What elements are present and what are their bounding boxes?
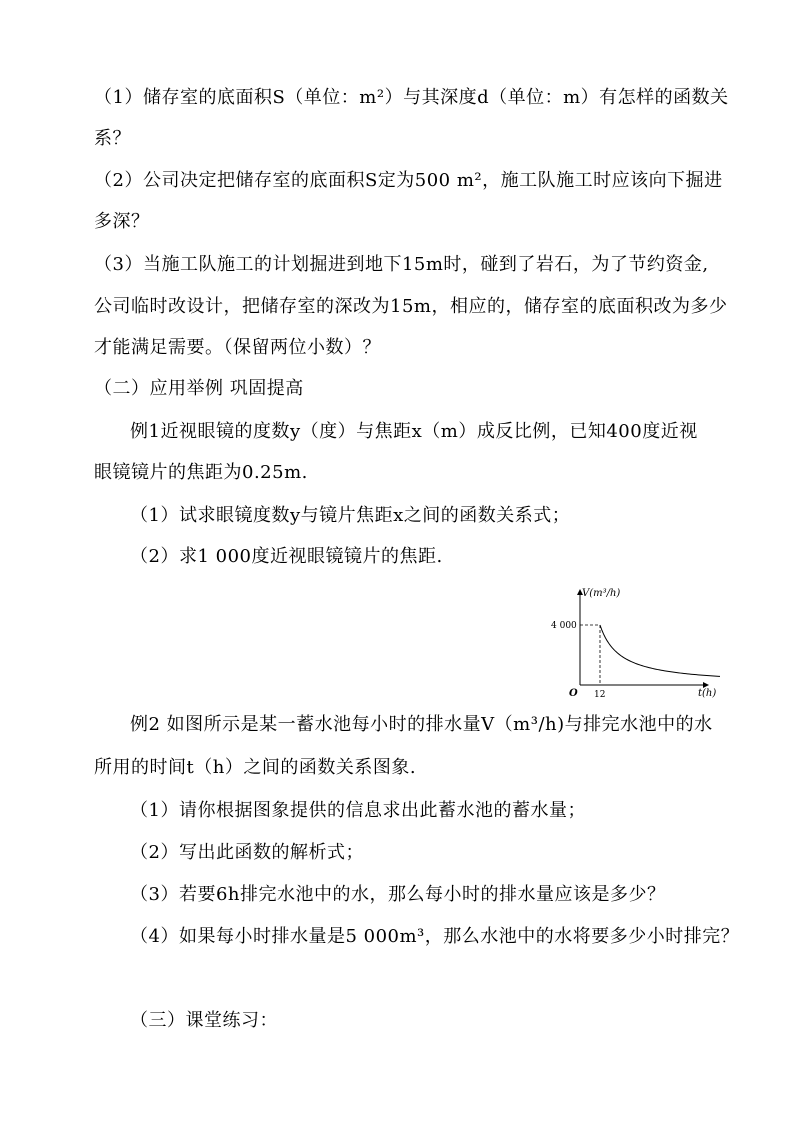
- question-3-line-1: （3）当施工队施工的计划掘进到地下15m时，碰到了岩石，为了节约资金,: [94, 254, 709, 275]
- example-2-line-2: 所用的时间t（h）之间的函数关系图象.: [94, 757, 417, 778]
- section-2-heading: （二）应用举例 巩固提高: [94, 378, 304, 399]
- example-1-question-2: （2）求1 000度近视眼镜镜片的焦距.: [130, 546, 443, 567]
- question-3-line-3: 才能满足需要。（保留两位小数）？: [94, 337, 381, 358]
- function-curve: [600, 625, 720, 678]
- function-graph-svg: [540, 580, 720, 700]
- example-2-question-4: （4）如果每小时排水量是5 000m³，那么水池中的水将要多少小时排完？: [130, 926, 740, 947]
- section-3-heading: （三）课堂练习：: [130, 1010, 278, 1031]
- question-2-line-2: 多深？: [94, 211, 150, 232]
- x-tick-label: 12: [594, 690, 606, 700]
- question-3-line-2: 公司临时改设计，把储存室的深改为15m，相应的，储存室的底面积改为多少: [94, 296, 728, 317]
- example-2-question-2: （2）写出此函数的解析式；: [130, 842, 364, 863]
- x-axis-label: t(h): [698, 688, 717, 699]
- function-graph: [540, 580, 720, 700]
- example-1-question-1: （1）试求眼镜度数y与镜片焦距x之间的函数关系式；: [130, 505, 571, 526]
- example-1-line-1: 例1近视眼镜的度数y（度）与焦距x（m）成反比例，已知400度近视: [130, 421, 698, 442]
- question-2-line-1: （2）公司决定把储存室的底面积S定为500 m²，施工队施工时应该向下掘进: [94, 170, 723, 191]
- example-2-question-3: （3）若要6h排完水池中的水，那么每小时的排水量应该是多少？: [130, 884, 666, 905]
- question-1-line-2: 系？: [94, 128, 131, 149]
- example-2-line-1: 例2 如图所示是某一蓄水池每小时的排水量V（m³/h)与排完水池中的水: [130, 714, 713, 735]
- example-1-line-2: 眼镜镜片的焦距为0.25m.: [94, 462, 308, 483]
- example-2-question-1: （1）请你根据图象提供的信息求出此蓄水池的蓄水量；: [130, 800, 586, 821]
- question-1-line-1: （1）储存室的底面积S（单位：m²）与其深度d（单位：m）有怎样的函数关: [94, 87, 729, 108]
- origin-label: O: [569, 688, 578, 699]
- y-tick-label: 4 000: [551, 621, 577, 631]
- y-axis-label: V(m³/h): [582, 588, 621, 599]
